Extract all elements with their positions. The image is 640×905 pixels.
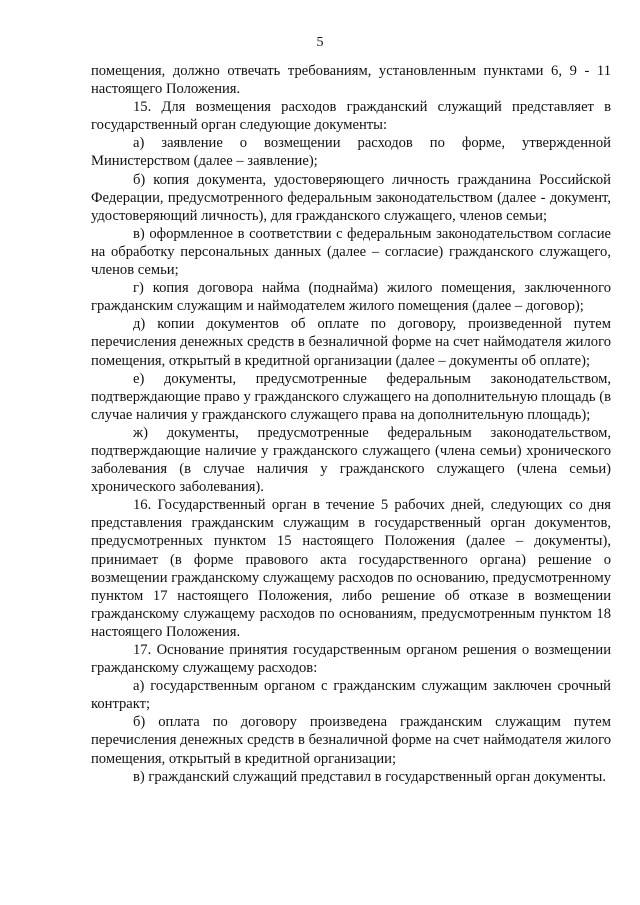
- paragraph-15-g: г) копия договора найма (поднайма) жилого помещения, заключенного гражданским служащим и наймодателем жилого помещения (далее – договор);: [91, 280, 611, 315]
- paragraph-17-b: б) оплата по договору произведена гражданским служащим путем перечисления денежных средств в безналичной форме на счет наймодателя жилого помещения, открытый в кредитной организации;: [91, 714, 611, 767]
- paragraph-17-a: а) государственным органом с гражданским служащим заключен срочный контракт;: [91, 678, 611, 713]
- paragraph-15-b: б) копия документа, удостоверяющего личность гражданина Российской Федерации, предусмотренного федеральным законодательством (далее - документ, удостоверяющий личность), для гражданского служащего, членов семьи;: [91, 171, 611, 224]
- paragraph-15-v: в) оформленное в соответствии с федеральным законодательством согласие на обработку персональных данных (далее – согласие) гражданского служащего, членов семьи;: [91, 225, 611, 279]
- paragraph-16: 16. Государственный орган в течение 5 рабочих дней, следующих со дня представления гражданским служащим в государственный орган документов, предусмотренных пунктом 15 настоящего Положения (далее – документы), принимает (в форме правового акта государственного органа) решение о возмещении гражданскому служащему расходов по основанию, предусмотренному пунктом 17 настоящего Положения, либо решение об отказе в возмещении гражданскому служащему расходов по основаниям, предусмотренным пунктом 18 настоящего Положения.: [91, 497, 611, 640]
- paragraph-15-e: е) документы, предусмотренные федеральным законодательством, подтверждающие право у гражданского служащего на дополнительную площадь (в случае наличия у гражданского служащего права на дополнительную площадь);: [91, 370, 611, 423]
- paragraph-17: 17. Основание принятия государственным органом решения о возмещении гражданскому служащему расходов:: [91, 642, 611, 677]
- document-body: [91, 62, 611, 786]
- paragraph-17-v: в) гражданский служащий представил в государственный орган документы.: [133, 768, 606, 785]
- paragraph-15-d: д) копии документов об оплате по договору, произведенной путем перечисления денежных средств в безналичной форме на счет наймодателя жилого помещения, открытый в кредитной организации (далее – документы об оплате);: [91, 316, 611, 369]
- paragraph-15-zh: ж) документы, предусмотренные федеральным законодательством, подтверждающие наличие у гражданского служащего (члена семьи) хронического заболевания (в случае наличия у гражданского служащего (члена семьи) хронического заболевания).: [91, 424, 611, 496]
- paragraph-15-a: а) заявление о возмещении расходов по форме, утвержденной Министерством (далее – заявление);: [91, 135, 611, 170]
- page-number: 5: [316, 35, 324, 50]
- paragraph-15: 15. Для возмещения расходов гражданский служащий представляет в государственный орган следующие документы:: [91, 99, 611, 134]
- paragraph-continuation: помещения, должно отвечать требованиям, установленным пунктами 6, 9 - 11 настоящего Положения.: [91, 63, 611, 98]
